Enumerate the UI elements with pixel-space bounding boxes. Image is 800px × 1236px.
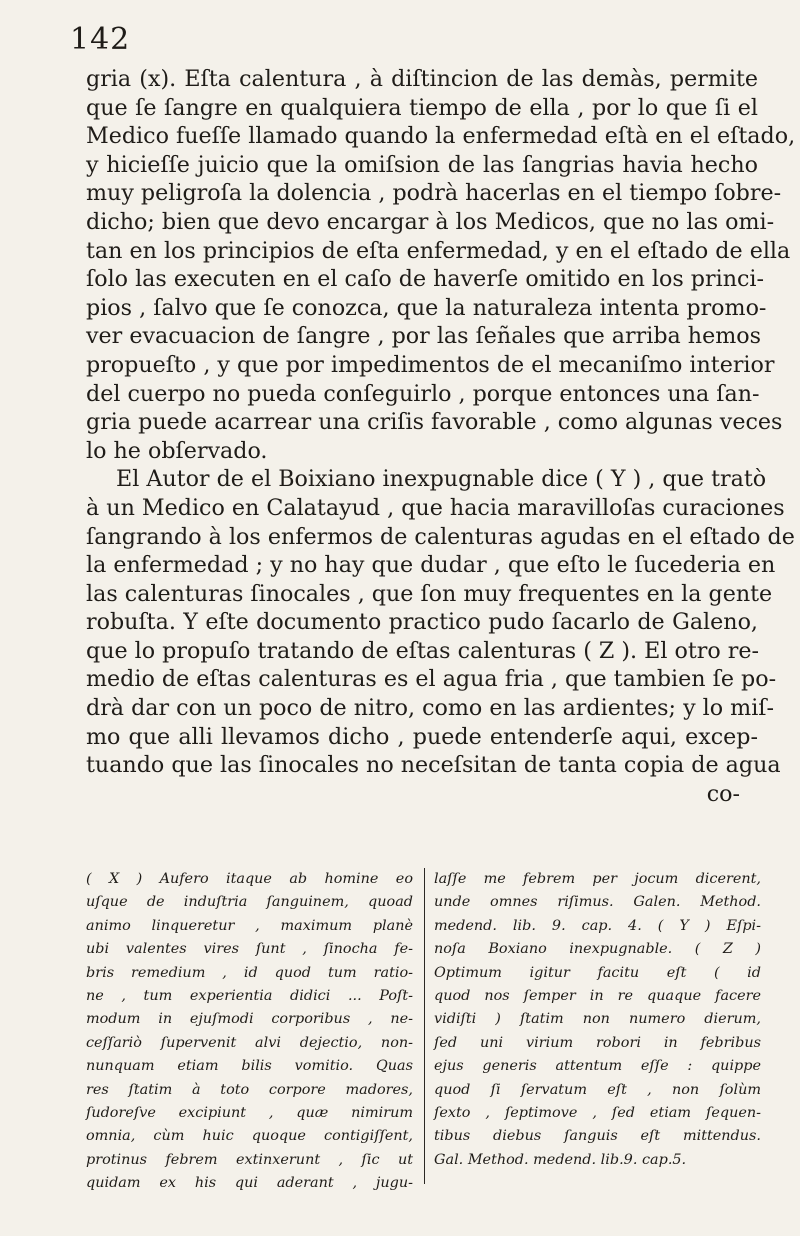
footnote-line: ceſſariò ſupervenit alvi dejectio, non- — [86, 1034, 413, 1051]
text-line: Medico fueſſe llamado quando la enfermedad eſtà en el eſtado, — [86, 123, 796, 150]
footnote-line: Optimum igitur facitu eſt ( id — [434, 964, 761, 981]
footnote-line: bris remedium , id quod tum ratio- — [86, 964, 413, 981]
text-line: la enfermedad ; y no hay que dudar , que eſto le ſucederia en — [86, 552, 776, 579]
text-line: pios , ſalvo que ſe conozca, que la naturaleza intenta promo- — [86, 294, 767, 321]
text-line: mo que alli llevamos dicho , puede entenderſe aqui, excep- — [86, 723, 758, 750]
text-line: dicho; bien que devo encargar à los Medicos, que no las omi- — [86, 208, 775, 235]
footnote-line: uſque de induſtria ſanguinem, quoad — [86, 894, 413, 911]
footnote-line: quidam ex his qui aderant , jugu- — [86, 1175, 413, 1192]
footnote-line: res ſtatim à toto corpore madores, — [86, 1081, 413, 1098]
footnote-line: ne , tum experientia didici ... Poſt- — [86, 988, 413, 1005]
footnote-column-right — [424, 868, 761, 1184]
footnote-line: tibus diebus ſanguis eſt mittendus. — [434, 1128, 761, 1145]
text-line: del cuerpo no pueda conſeguirlo , porque entonces una ſan- — [86, 380, 760, 407]
text-line: à un Medico en Calatayud , que hacia maravilloſas curaciones — [86, 494, 785, 521]
footnote-line: nunquam etiam bilis vomitio. Quas — [86, 1058, 413, 1075]
footnote-line: ſed uni virium robori in febribus — [434, 1034, 761, 1051]
footnote-line: ſudoreſve excipiunt , quæ nimirum — [86, 1105, 413, 1122]
page-number: 142 — [70, 22, 131, 57]
text-line: que ſe ſangre en qualquiera tiempo de ella , por lo que ſi el — [86, 94, 758, 121]
text-line: gria puede acarrear una criſis favorable , como algunas veces — [86, 409, 783, 436]
footnote-line: modum in ejuſmodi corporibus , ne- — [86, 1011, 413, 1028]
footnotes — [86, 868, 761, 1192]
text-line: robuſta. Y eſte documento practico pudo ſacarlo de Galeno, — [86, 609, 758, 636]
text-line: ver evacuacion de ſangre , por las ſeñales que arriba hemos — [86, 323, 762, 350]
footnote-line: omnia, cùm huic quoque contigiſſent, — [86, 1128, 413, 1145]
text-line: y hicieſſe juicio que la omiſsion de las ſangrias havia hecho — [86, 151, 758, 178]
footnote-column-left — [86, 868, 424, 1192]
text-line: medio de eſtas calenturas es el agua fria , que tambien ſe po- — [86, 666, 777, 693]
text-line: lo he obſervado. — [86, 437, 268, 464]
footnote-line: ubi valentes vires ſunt , ſinocha fe- — [86, 941, 413, 958]
footnote-line: vidiſti ) ſtatim non numero dierum, — [434, 1011, 761, 1028]
footnote-line: protinus febrem extinxerunt , ſic ut — [86, 1151, 413, 1168]
footnote-line: medend. lib. 9. cap. 4. ( Y ) Eſpi- — [434, 917, 761, 934]
text-line: gria (x). Eſta calentura , à diſtincion de las demàs, permite — [86, 66, 758, 92]
footnote-line: ſexto , ſeptimove , ſed etiam ſequen- — [434, 1105, 761, 1122]
text-line: drà dar con un poco de nitro, como en las ardientes; y lo miſ- — [86, 695, 775, 722]
text-line: tuando que las ſinocales no neceſsitan de tanta copia de agua — [86, 752, 781, 779]
footnote-line: ( X ) Aufero itaque ab homine eo — [86, 871, 413, 887]
text-line: ſolo las executen en el caſo de haverſe omitido en los princi- — [86, 266, 765, 293]
footnote-line: quod ſi ſervatum eſt , non ſolùm — [434, 1081, 761, 1098]
text-line: ſangrando à los enfermos de calenturas agudas en el eſtado de — [86, 523, 795, 550]
footnote-line: animo linqueretur , maximum planè — [86, 917, 413, 934]
footnote-line: quod nos ſemper in re quaque facere — [434, 988, 761, 1005]
footnote-line: ejus generis attentum eſſe : quippe — [434, 1058, 761, 1075]
text-line: que lo propuſo tratando de eſtas calenturas ( Z ). El otro re- — [86, 637, 760, 664]
text-line: El Autor de el Boixiano inexpugnable dice ( Y ) , que tratò — [116, 466, 767, 493]
text-line: propueſto , y que por impedimentos de el mecaniſmo interior — [86, 351, 775, 378]
text-line: las calenturas ſinocales , que ſon muy frequentes en la gente — [86, 580, 773, 607]
text-line: tan en los principios de eſta enfermedad, y en el eſtado de ella — [86, 237, 791, 264]
main-text-block — [86, 65, 796, 808]
footnote-line: noſa Boxiano inexpugnable. ( Z ) — [434, 941, 761, 958]
footnote-line: laſſe me febrem per jocum dicerent, — [434, 871, 761, 887]
footnote-line: unde omnes riſimus. Galen. Method. — [434, 894, 761, 911]
footnote-line: Gal. Method. medend. lib.9. cap.5. — [434, 1151, 687, 1168]
text-line: muy peligroſa la dolencia , podrà hacerlas en el tiempo ſobre- — [86, 180, 782, 207]
catchword: co- — [706, 780, 740, 807]
